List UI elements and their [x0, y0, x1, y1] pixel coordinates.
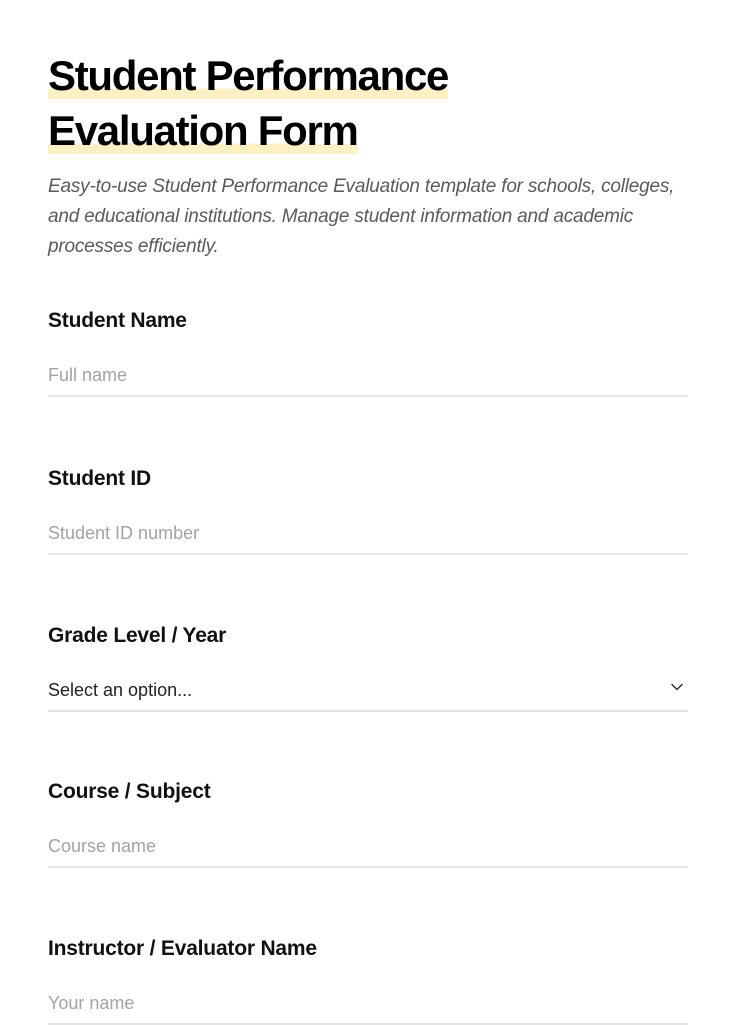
- course-underline: [48, 840, 688, 868]
- student-id-field: [48, 466, 688, 555]
- chevron-down-icon: [670, 680, 684, 694]
- student-name-field: [48, 308, 688, 397]
- instructor-underline: [48, 997, 688, 1025]
- student-name-label: Student Name: [48, 309, 187, 332]
- grade-level-label: Grade Level / Year: [48, 624, 227, 647]
- student-id-label: Student ID: [48, 467, 151, 490]
- form-description: Easy-to-use Student Performance Evaluation template for schools, colleges, and educational institutions. Manage student information and academic processes efficiently.: [48, 176, 675, 257]
- course-input[interactable]: [48, 832, 688, 860]
- student-id-input[interactable]: [48, 519, 688, 547]
- instructor-input[interactable]: [48, 989, 688, 1017]
- grade-level-select[interactable]: [48, 680, 688, 712]
- page-title-line-1: Student Performance: [48, 52, 449, 99]
- student-name-underline: [48, 369, 688, 397]
- page-title: [48, 0, 688, 158]
- grade-level-field: [48, 623, 688, 712]
- student-name-input[interactable]: [48, 361, 688, 389]
- instructor-field: [48, 936, 688, 1025]
- instructor-label: Instructor / Evaluator Name: [48, 937, 317, 960]
- grade-level-selected-value: Select an option...: [48, 680, 193, 700]
- page-title-line-2: Evaluation Form: [48, 107, 358, 154]
- course-field: [48, 779, 688, 868]
- course-label: Course / Subject: [48, 780, 211, 803]
- student-id-underline: [48, 527, 688, 555]
